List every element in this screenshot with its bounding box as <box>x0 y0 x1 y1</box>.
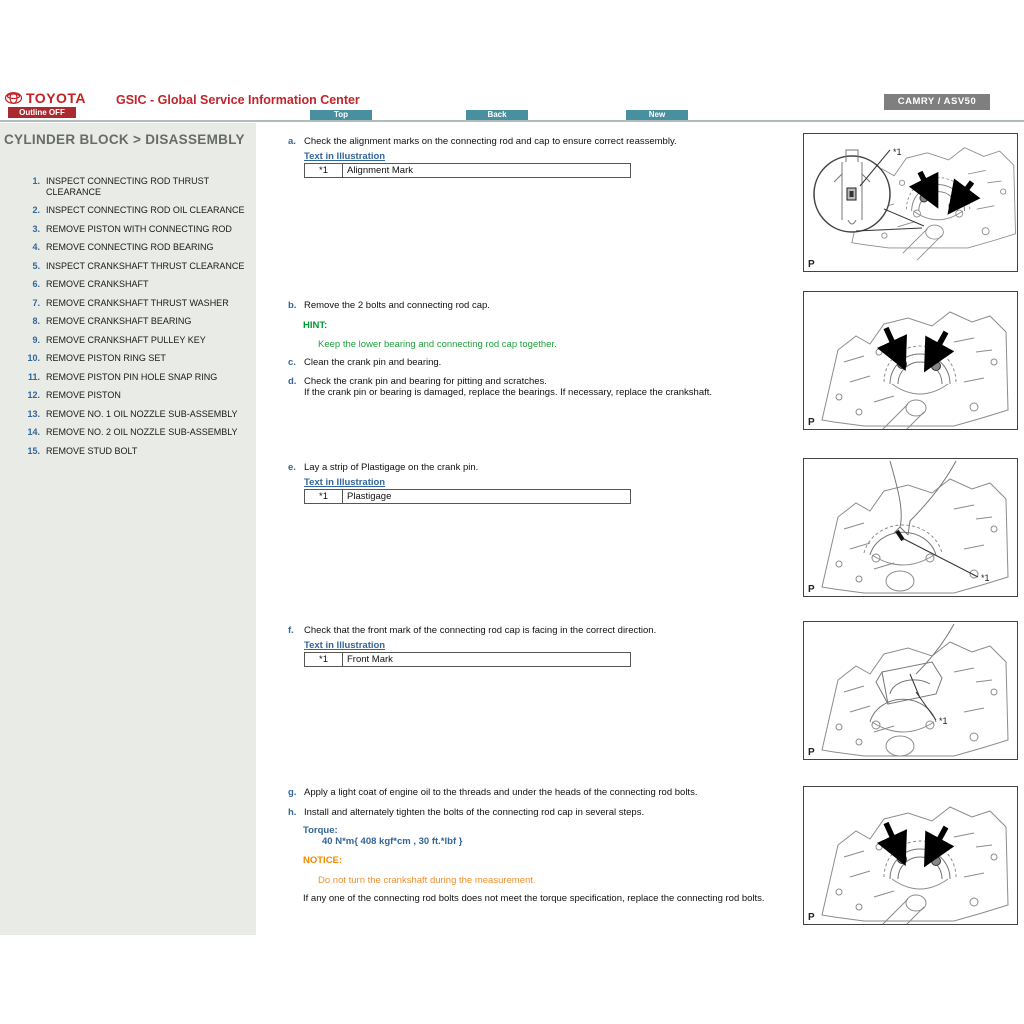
step-d-text <box>304 377 712 398</box>
notice-text: Do not turn the crankshaft during the measurement. <box>318 875 536 886</box>
callout-key: *1 <box>305 653 343 667</box>
outline-off-button[interactable]: Outline OFF <box>8 107 76 118</box>
step-a <box>288 137 793 148</box>
step-f-letter: f. <box>288 625 294 636</box>
step-c-text: Clean the crank pin and bearing. <box>304 357 442 368</box>
sidebar-item-9[interactable]: 9. REMOVE CRANKSHAFT PULLEY KEY <box>32 334 206 345</box>
step-b-letter: b. <box>288 300 297 311</box>
text-in-illustration-table-f <box>304 652 631 667</box>
step-e-letter: e. <box>288 462 296 473</box>
header-divider <box>0 120 1024 122</box>
callout-1-label: *1 <box>893 147 902 157</box>
sidebar-item-10[interactable]: 10. REMOVE PISTON RING SET <box>27 353 166 363</box>
illustration-remove-bolts[interactable] <box>803 291 1018 430</box>
step-c <box>288 358 793 369</box>
illustration-alignment-mark[interactable] <box>803 133 1018 272</box>
illustration-corner-p: P <box>808 584 815 595</box>
step-d <box>288 377 793 398</box>
sidebar-item-3[interactable]: 3. REMOVE PISTON WITH CONNECTING ROD <box>32 223 232 234</box>
text-in-illustration-table-a <box>304 163 631 178</box>
step-b <box>288 301 793 312</box>
step-g-letter: g. <box>288 787 297 798</box>
text-in-illustration-table-e <box>304 489 631 504</box>
callout-value: Front Mark <box>343 653 631 667</box>
illustration-tighten-bolts[interactable] <box>803 786 1018 925</box>
step-f <box>288 626 793 637</box>
text-in-illustration-label-f: Text in Illustration <box>304 640 386 651</box>
callout-key: *1 <box>305 164 343 178</box>
header <box>0 85 1024 121</box>
sidebar-item-1[interactable]: 1. INSPECT CONNECTING ROD THRUST CLEARANCE <box>32 176 210 197</box>
sidebar-item-5[interactable]: 5. INSPECT CRANKSHAFT THRUST CLEARANCE <box>32 260 245 271</box>
torque-value: 40 N*m{ 408 kgf*cm , 30 ft.*lbf } <box>322 836 463 847</box>
step-d-line2: If the crank pin or bearing is damaged, replace the bearings. If necessary, replace the crankshaft. <box>304 386 713 398</box>
top-button[interactable]: Top <box>310 110 372 120</box>
sidebar-item-15[interactable]: 15. REMOVE STUD BOLT <box>27 445 138 456</box>
back-button[interactable]: Back <box>466 110 528 120</box>
toyota-logo <box>5 90 86 106</box>
toyota-emblem-icon <box>5 92 22 104</box>
final-note: If any one of the connecting rod bolts does not meet the torque specification, replace the connecting rod bolts. <box>303 893 765 904</box>
step-f-text: Check that the front mark of the connecting rod cap is facing in the correct direction. <box>304 625 657 636</box>
callout-1-label: *1 <box>939 716 948 726</box>
callout-key: *1 <box>305 490 343 504</box>
step-a-letter: a. <box>288 136 296 147</box>
step-e-text: Lay a strip of Plastigage on the crank pin. <box>304 462 479 473</box>
step-e <box>288 463 793 474</box>
sidebar-item-6[interactable]: 6. REMOVE CRANKSHAFT <box>32 279 149 289</box>
callout-1-label: *1 <box>981 573 990 583</box>
illustration-corner-p: P <box>808 259 815 270</box>
sidebar-item-8[interactable]: 8. REMOVE CRANKSHAFT BEARING <box>32 316 192 326</box>
step-g-text: Apply a light coat of engine oil to the threads and under the heads of the connecting rod bolts. <box>304 787 698 798</box>
illustration-plastigage[interactable] <box>803 458 1018 597</box>
procedure-list <box>0 176 252 464</box>
illustration-front-mark[interactable] <box>803 621 1018 760</box>
hint-text: Keep the lower bearing and connecting rod cap together. <box>318 339 557 350</box>
breadcrumb-title: CYLINDER BLOCK > DISASSEMBLY <box>4 132 245 147</box>
step-d-letter: d. <box>288 376 297 387</box>
sidebar-item-2[interactable]: 2. INSPECT CONNECTING ROD OIL CLEARANCE <box>32 205 245 215</box>
sidebar-item-7[interactable]: 7. REMOVE CRANKSHAFT THRUST WASHER <box>32 297 229 308</box>
callout-value: Alignment Mark <box>343 164 631 178</box>
callout-value: Plastigage <box>343 490 631 504</box>
toyota-logo-text: TOYOTA <box>26 90 87 106</box>
step-c-letter: c. <box>288 357 296 368</box>
sidebar-item-13[interactable]: 13. REMOVE NO. 1 OIL NOZZLE SUB-ASSEMBLY <box>27 408 238 419</box>
illustration-corner-p: P <box>808 417 815 428</box>
step-d-line1: Check the crank pin and bearing for pitting and scratches. <box>304 376 547 387</box>
torque-label: Torque: <box>303 825 338 836</box>
sidebar <box>0 123 256 935</box>
step-h-text: Install and alternately tighten the bolts of the connecting rod cap in several steps. <box>304 807 645 818</box>
text-in-illustration-label-e: Text in Illustration <box>304 477 386 488</box>
new-button[interactable]: New <box>626 110 688 120</box>
step-a-text: Check the alignment marks on the connecting rod and cap to ensure correct reassembly. <box>304 136 677 147</box>
notice-label: NOTICE: <box>303 855 343 866</box>
hint-label: HINT: <box>303 320 328 331</box>
step-h-letter: h. <box>288 807 297 818</box>
illustration-corner-p: P <box>808 747 815 758</box>
sidebar-item-12[interactable]: 12. REMOVE PISTON <box>27 390 121 400</box>
sidebar-item-4[interactable]: 4. REMOVE CONNECTING ROD BEARING <box>32 242 214 252</box>
sidebar-item-14[interactable]: 14. REMOVE NO. 2 OIL NOZZLE SUB-ASSEMBLY <box>27 427 238 437</box>
illustration-corner-p: P <box>808 912 815 923</box>
step-b-text: Remove the 2 bolts and connecting rod cap. <box>304 300 490 311</box>
step-g <box>288 788 793 799</box>
text-in-illustration-label-a: Text in Illustration <box>304 151 386 162</box>
sidebar-item-11[interactable]: 11. REMOVE PISTON PIN HOLE SNAP RING <box>27 371 218 382</box>
page-title: GSIC - Global Service Information Center <box>116 93 360 107</box>
vehicle-badge: CAMRY / ASV50 <box>884 94 990 110</box>
step-h <box>288 808 793 819</box>
